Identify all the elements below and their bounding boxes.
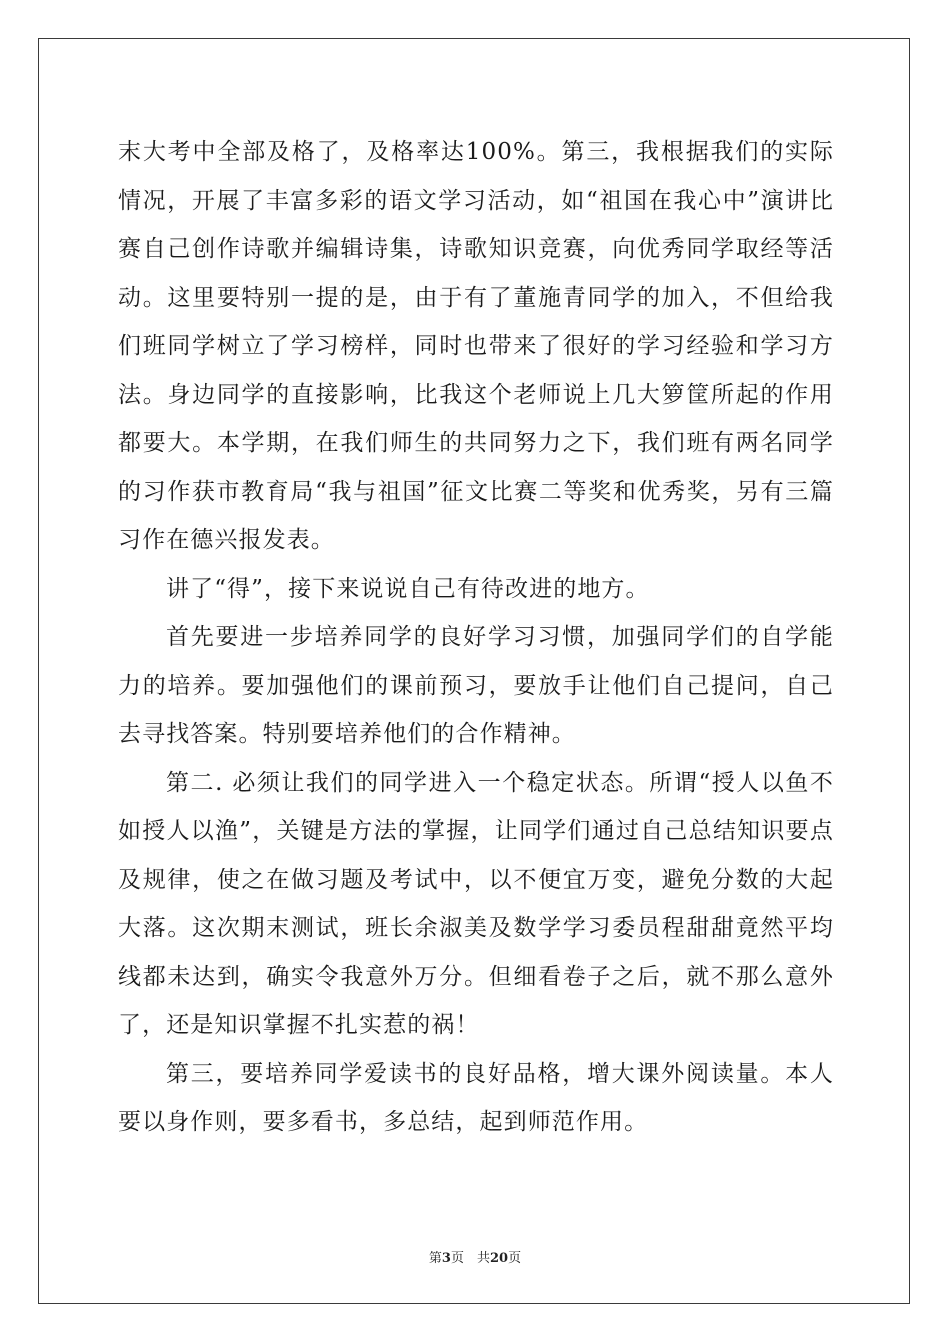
page-number-current: 3 (441, 1251, 451, 1266)
footer-prefix: 第 (428, 1251, 442, 1266)
paragraph: 首先要进一步培养同学的良好学习习惯，加强同学们的自学能力的培养。要加强他们的课前预习，要放手让他们自己提问，自己去寻找答案。特别要培养他们的合作精神。 (118, 624, 834, 747)
footer-suffix: 页 (508, 1251, 522, 1266)
page-number-total: 20 (489, 1251, 509, 1266)
paragraph: 第三，要培养同学爱读书的良好品格，增大课外阅读量。本人要以身作则，要多看书，多总结，起到师范作用。 (118, 1060, 834, 1135)
paragraph-continued: 末大考中全部及格了，及格率达100%。第三，我根据我们的实际情况，开展了丰富多彩的语文学习活动，如“祖国在我心中”演讲比赛自己创作诗歌并编辑诗集，诗歌知识竞赛，向优秀同学取经等活动。这里要特别一提的是，由于有了董施青同学的加入，不但给我们班同学树立了学习榜样，同时也带来了很好的学习经验和学习方法。身边同学的直接影响，比我这个老师说上几大箩筐所起的作用都要大。本学期，在我们师生的共同努力之下，我们班有两名同学的习作获市教育局“我与祖国”征文比赛二等奖和优秀奖，另有三篇习作在德兴报发表。 (118, 139, 834, 553)
document-body (118, 128, 834, 1147)
paragraph: 讲了“得”，接下来说说自己有待改进的地方。 (166, 575, 650, 602)
page-footer (0, 1247, 950, 1266)
paragraph: 第二. 必须让我们的同学进入一个稳定状态。所谓“授人以鱼不如授人以渔”，关键是方法的掌握，让同学们通过自己总结知识要点及规律，使之在做习题及考试中，以不便宜万变，避免分数的大起大落。这次期末测试，班长余淑美及数学学习委员程甜甜竟然平均线都未达到，确实令我意外万分。但细看卷子之后，就不那么意外了，还是知识掌握不扎实惹的祸！ (118, 769, 834, 1038)
footer-mid: 页 共 (450, 1251, 490, 1266)
